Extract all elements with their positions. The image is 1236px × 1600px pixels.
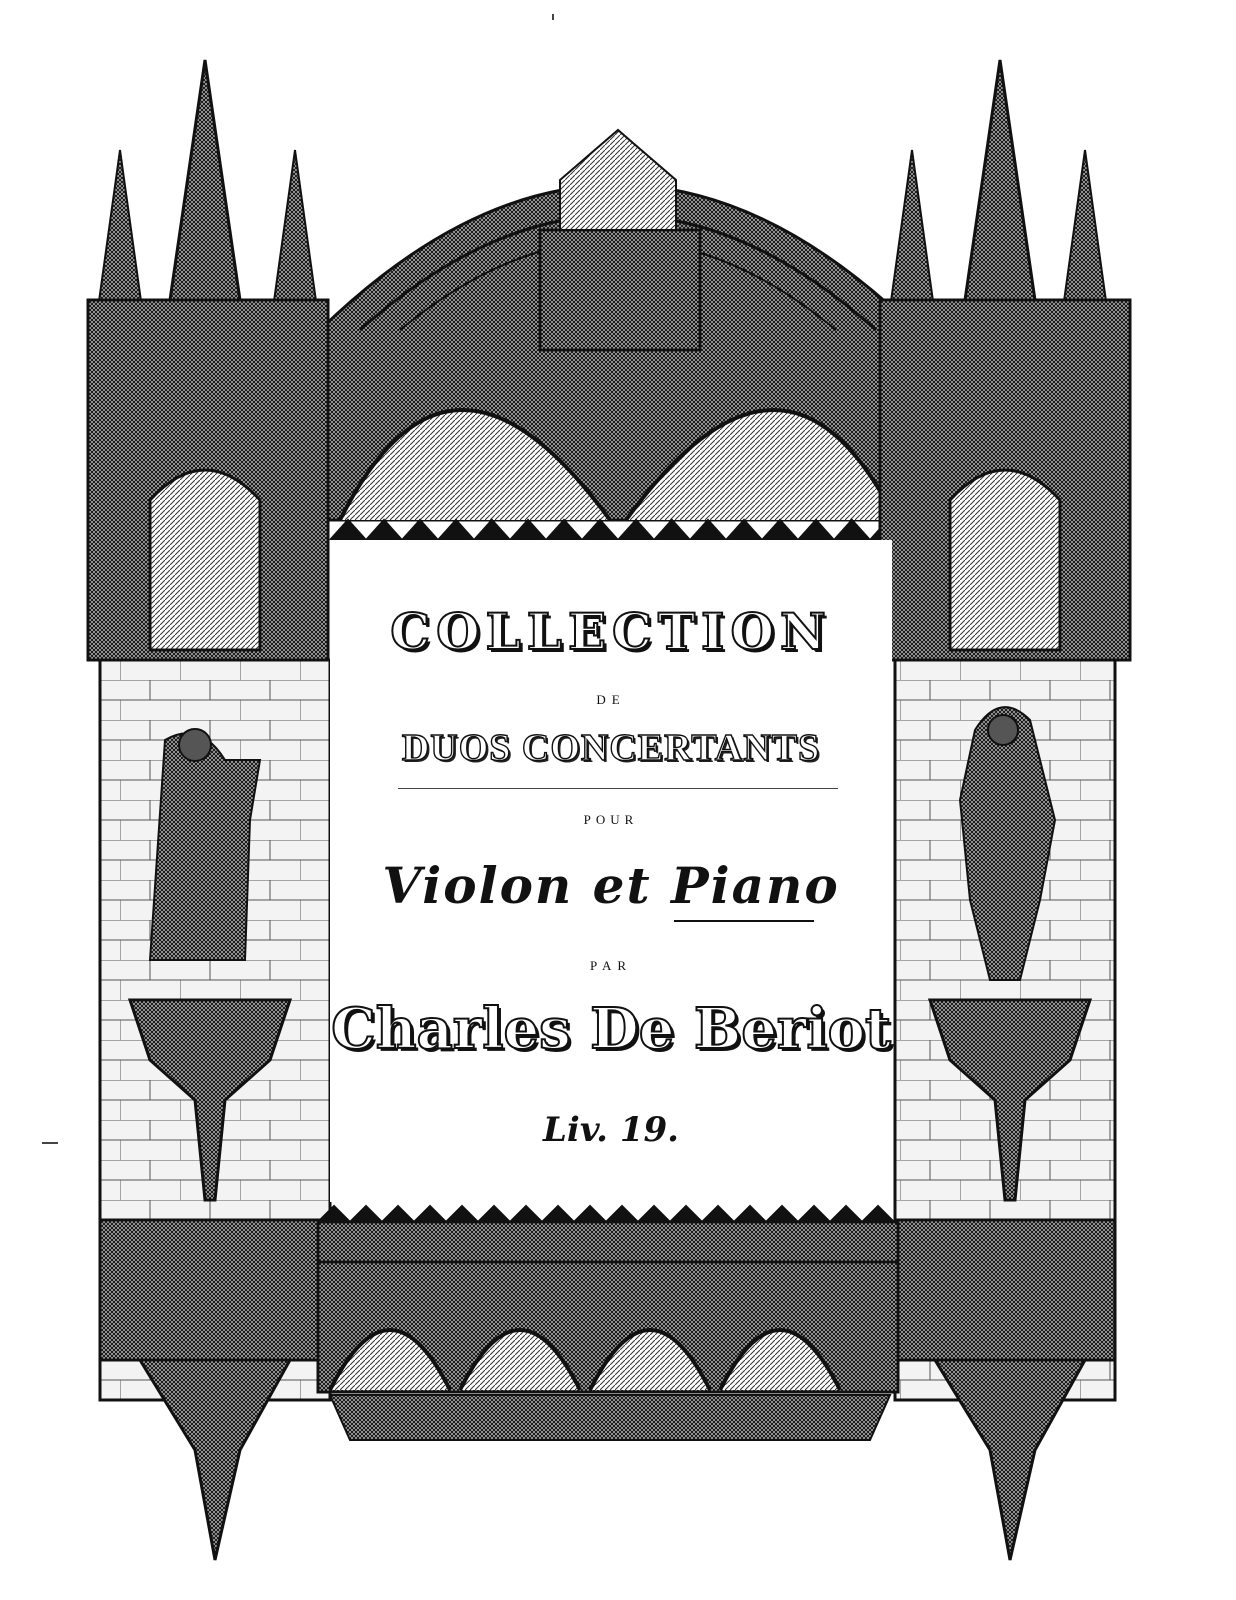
- bottom-arcade: [318, 1206, 898, 1440]
- de-word: DE: [596, 692, 626, 707]
- composer-name: Charles De Beriot: [331, 996, 891, 1062]
- opus-number: Liv. 19.: [543, 1110, 679, 1150]
- right-tower: [880, 60, 1130, 1560]
- pour-word: POUR: [583, 812, 639, 827]
- instruments-heading: Violon et Piano: [382, 856, 840, 915]
- left-tower: [88, 60, 330, 1560]
- canopy-arch: [320, 130, 916, 540]
- title-panel: [330, 540, 892, 1202]
- underline-rule: [674, 920, 814, 922]
- par-word: PAR: [589, 958, 633, 973]
- duos-concertants-heading: DUOS CONCERTANTS: [401, 727, 821, 769]
- collection-heading: COLLECTION: [390, 602, 832, 661]
- divider-rule: [398, 788, 838, 789]
